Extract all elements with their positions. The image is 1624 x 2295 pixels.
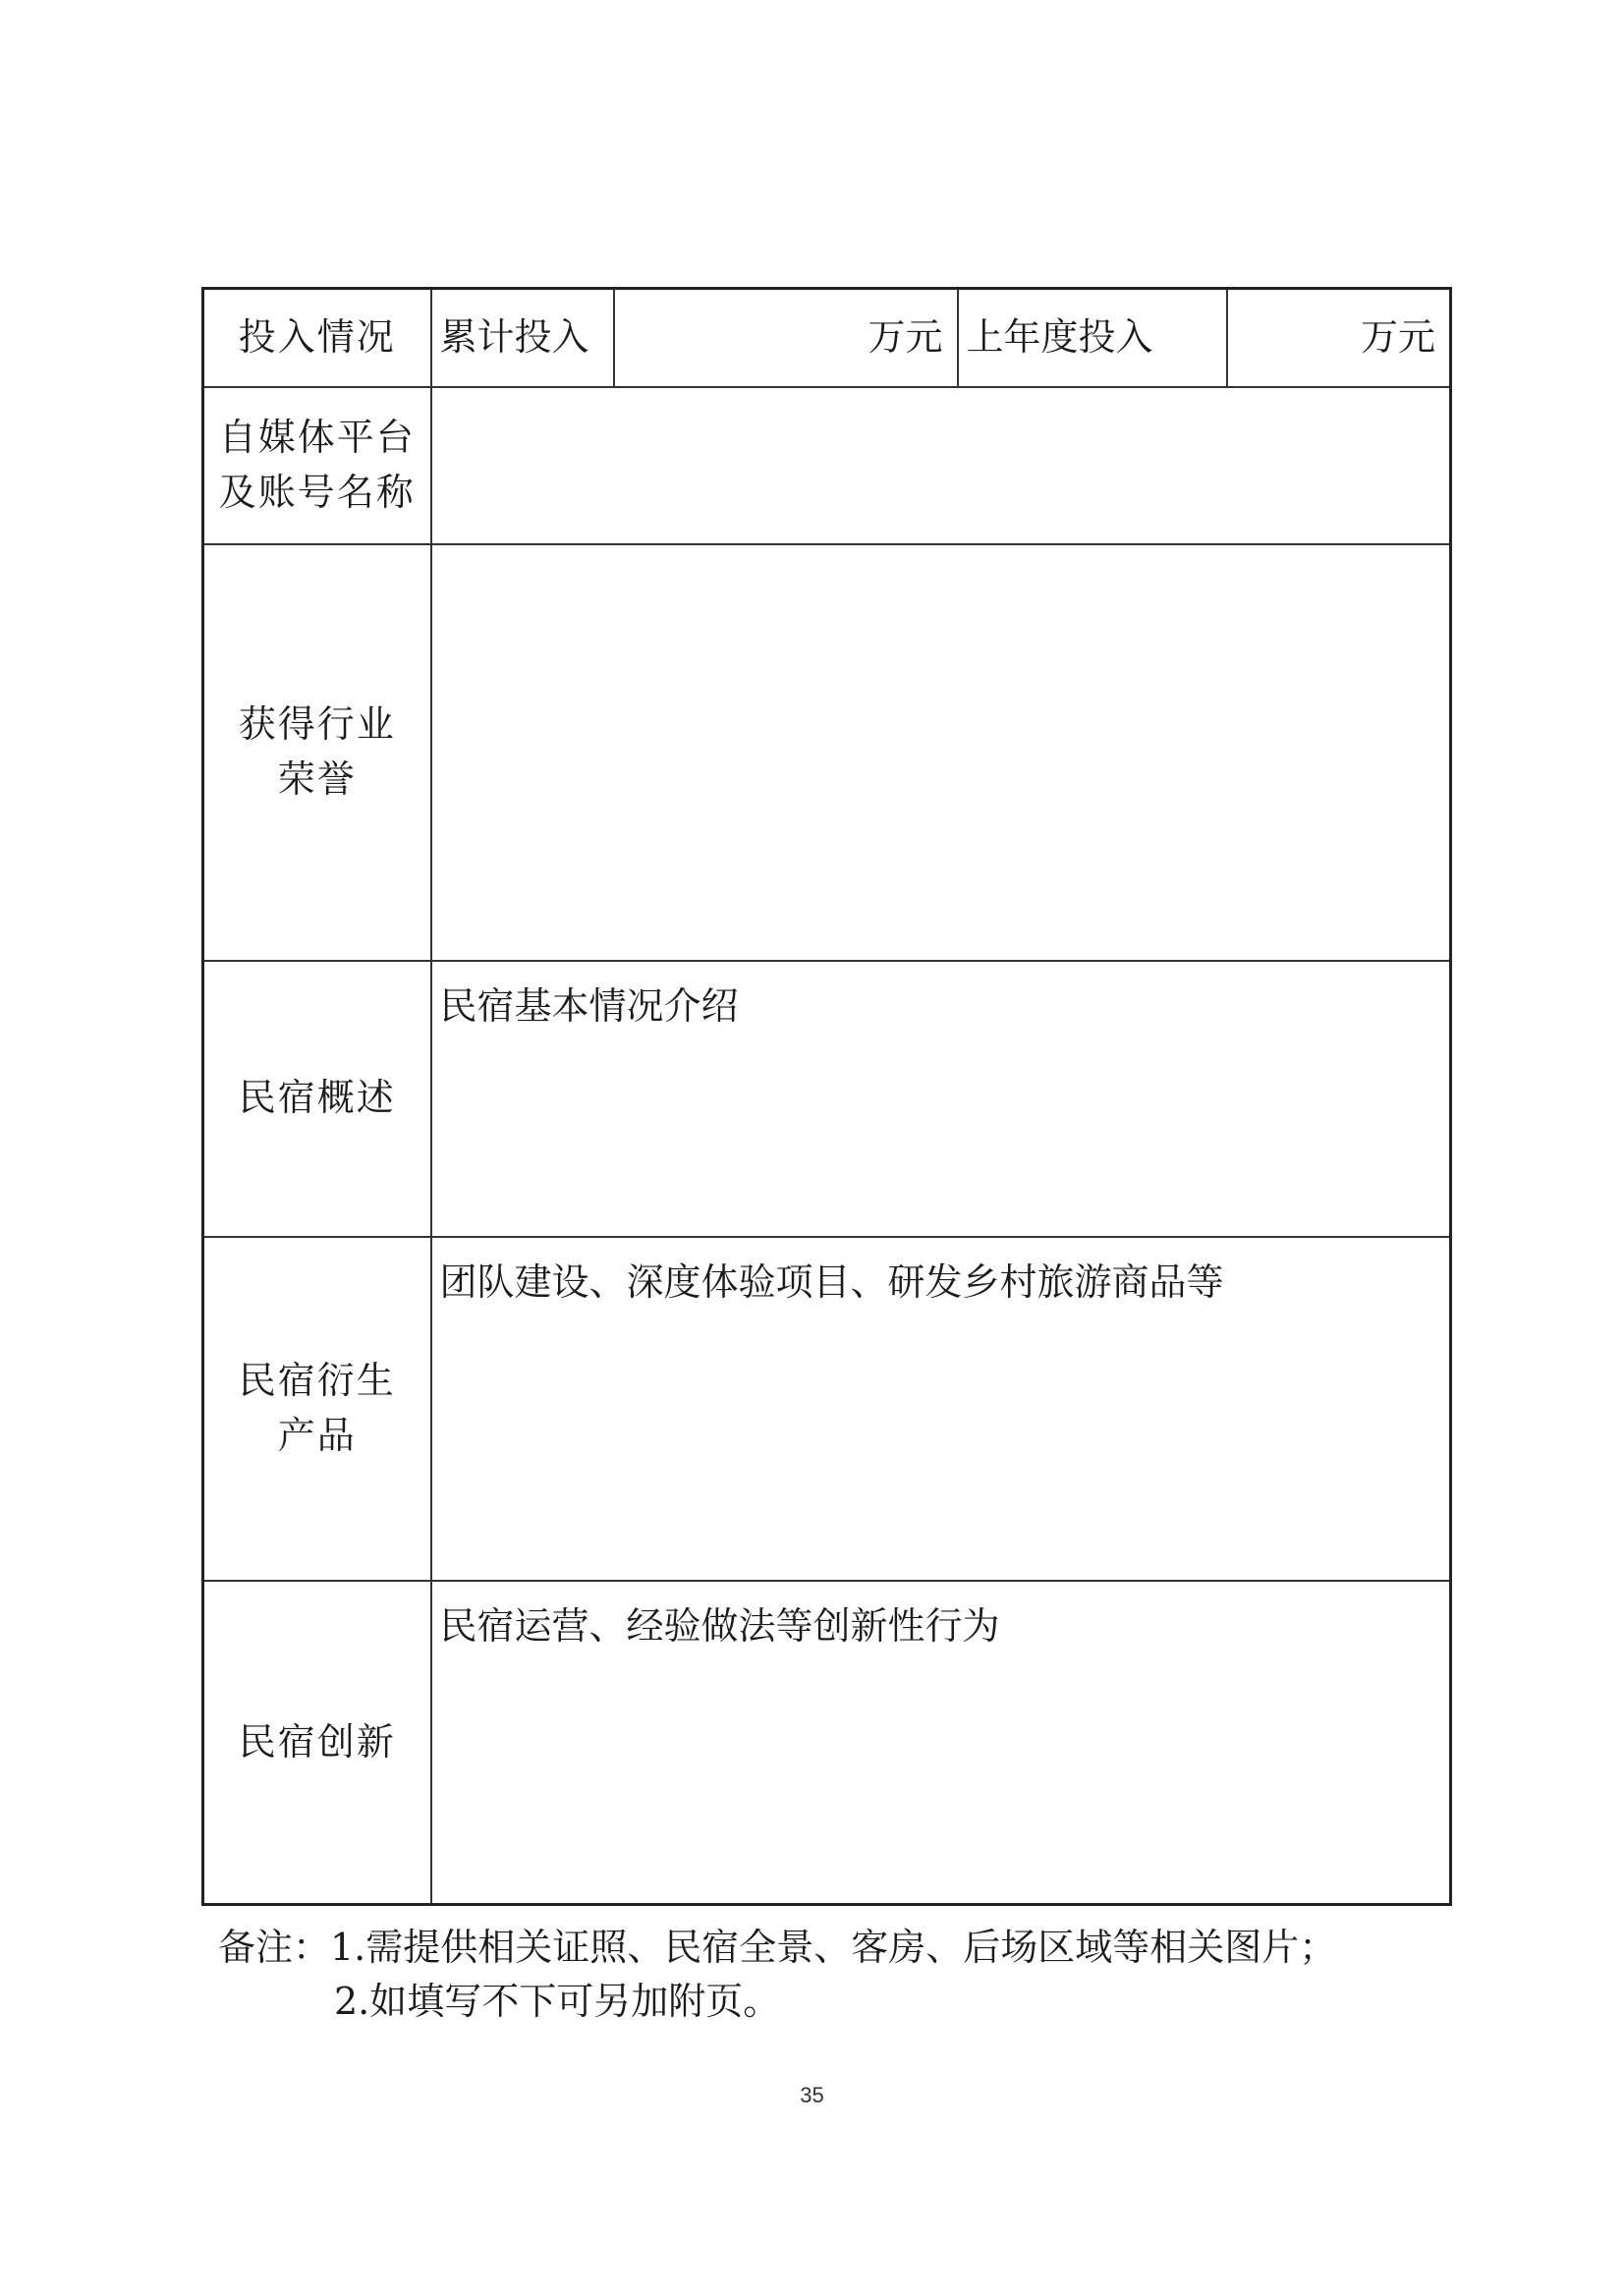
media-account-label <box>203 387 431 544</box>
overview-row <box>203 961 1451 1237</box>
remarks <box>218 1921 1336 2029</box>
industry-honors-label <box>203 544 431 961</box>
honors-row <box>203 544 1451 961</box>
media-account-label-line2: 及账号名称 <box>218 470 416 514</box>
industry-honors-field[interactable] <box>431 544 1451 961</box>
cumulative-investment-unit: 万元 <box>868 315 943 360</box>
investment-label: 投入情况 <box>203 289 431 387</box>
cumulative-investment-field[interactable] <box>614 289 958 387</box>
homestay-innovation-label: 民宿创新 <box>203 1581 431 1905</box>
derivative-products-label-line1: 民宿衍生 <box>238 1359 396 1403</box>
homestay-overview-hint: 民宿基本情况介绍 <box>439 983 739 1028</box>
homestay-innovation-field[interactable] <box>431 1581 1451 1905</box>
application-form-table <box>201 287 1452 1906</box>
industry-honors-label-line1: 获得行业 <box>238 702 396 747</box>
industry-honors-label-line2: 荣誉 <box>277 756 357 801</box>
media-account-label-line1: 自媒体平台 <box>218 416 416 460</box>
derivative-products-hint: 团队建设、深度体验项目、研发乡村旅游商品等 <box>439 1259 1224 1304</box>
media-row <box>203 387 1451 544</box>
homestay-overview-field[interactable] <box>431 961 1451 1237</box>
derivatives-row <box>203 1237 1451 1581</box>
investment-row <box>203 289 1451 387</box>
page-number: 35 <box>800 2083 824 2107</box>
cumulative-investment-label: 累计投入 <box>431 289 614 387</box>
media-account-field[interactable] <box>431 387 1451 544</box>
homestay-innovation-hint: 民宿运营、经验做法等创新性行为 <box>439 1603 1000 1648</box>
homestay-overview-label: 民宿概述 <box>203 961 431 1237</box>
last-year-investment-unit: 万元 <box>1360 315 1435 360</box>
last-year-investment-label: 上年度投入 <box>958 289 1227 387</box>
derivative-products-label-line2: 产品 <box>277 1413 357 1457</box>
derivative-products-label <box>203 1237 431 1581</box>
derivative-products-field[interactable] <box>431 1237 1451 1581</box>
remark-line-2: 2.如填写不下可另加附页。 <box>334 1980 781 2024</box>
innovation-row <box>203 1581 1451 1905</box>
last-year-investment-field[interactable] <box>1227 289 1451 387</box>
remark-line-1: 备注：1.需提供相关证照、民宿全景、客房、后场区域等相关图片； <box>218 1926 1337 1969</box>
